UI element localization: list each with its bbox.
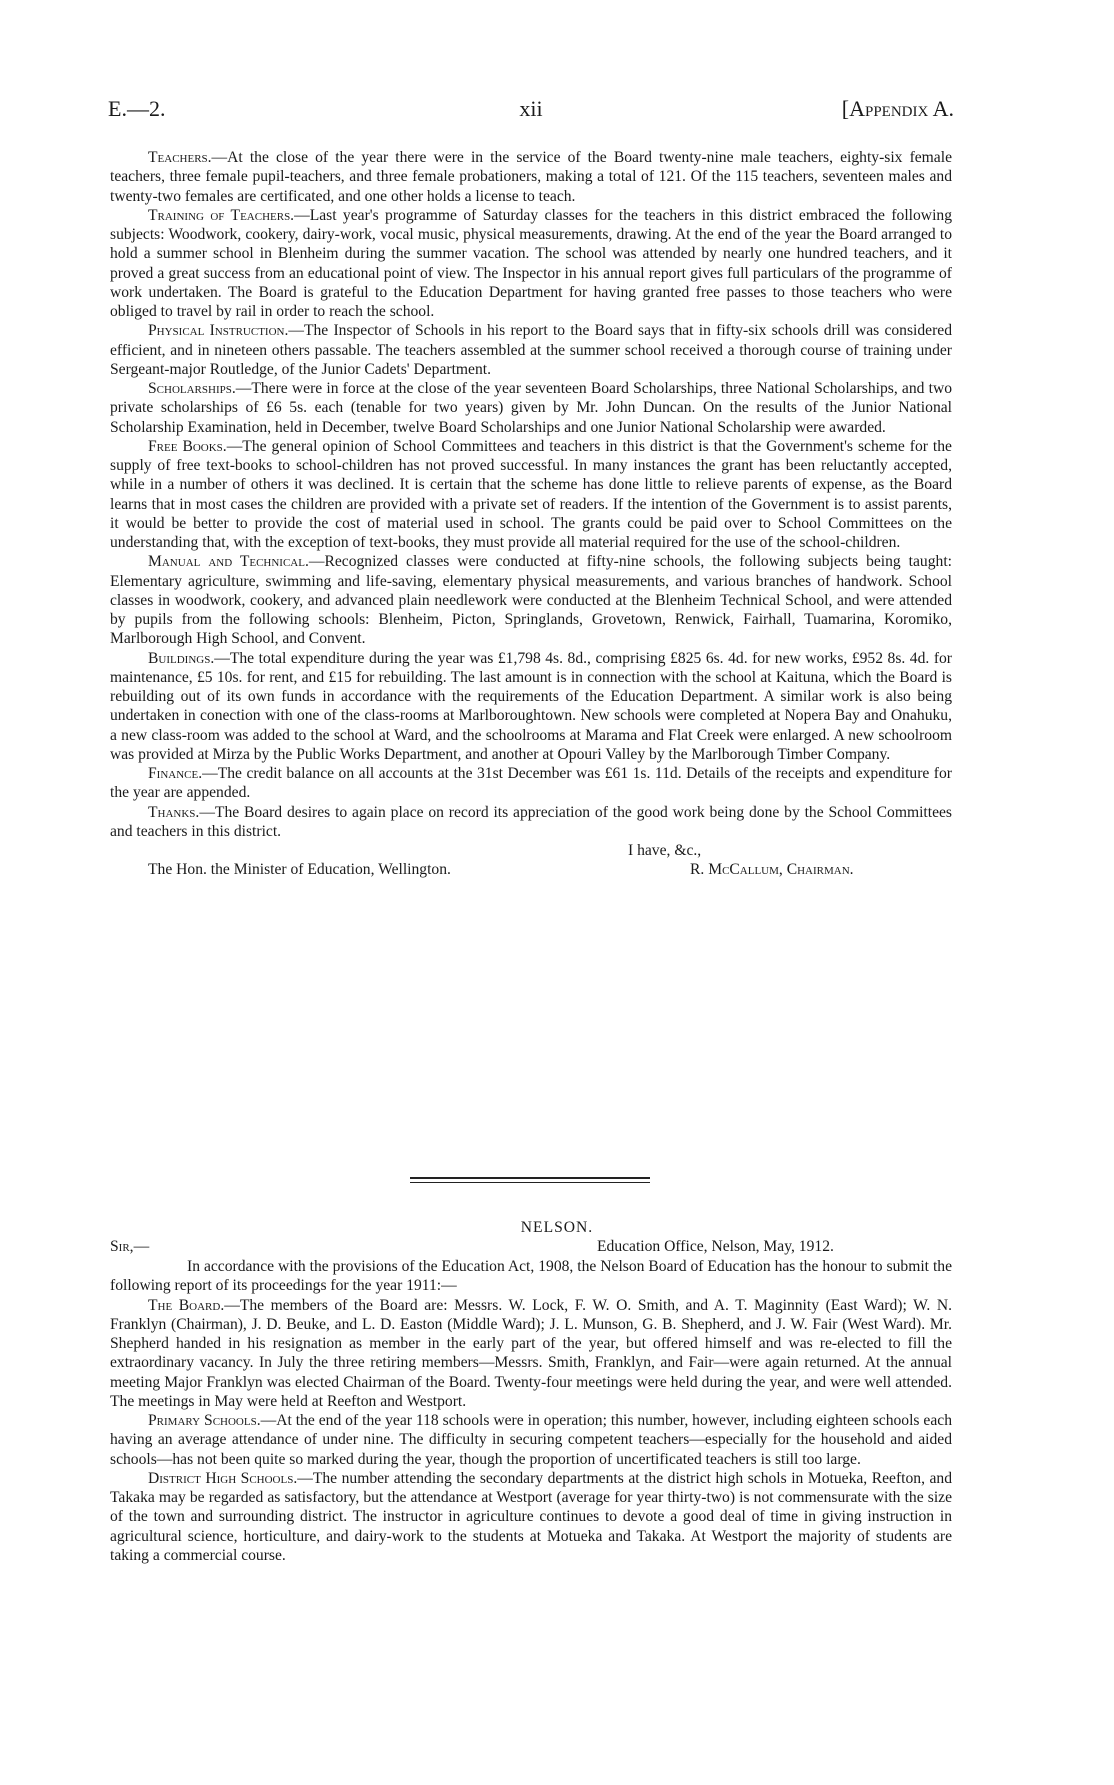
paragraph-free-books [110,437,952,553]
paragraph-text: —The Inspector of Schools in his report to the Board says that in fifty-six schools drill was considered efficient, and in nineteen others passable. The teachers assembled at the summer school received a thorough course of training under Sergeant-major Routledge, of the Junior Cadets' Department. [110,322,952,378]
intro-paragraph: In accordance with the provisions of the Education Act, 1908, the Nelson Board of Education has the honour to submit the following report of its proceedings for the year 1911:— [110,1258,952,1295]
paragraph-text: —Last year's programme of Saturday classes for the teachers in this district embraced the following subjects: Woodwork, cookery, dairy-work, vocal music, physical measurements, drawing. At the end of the year the Board arranged to hold a summer school in Blenheim during the summer vacation. The school was attended by nearly one hundred teachers, and it proved a great success from an educational point of view. The Inspector in his annual report gives full particulars of the programme of work undertaken. The Board is grateful to the Education Department for having granted free passes to those teachers who were obliged to travel by rail in order to reach the school. [110,206,952,320]
paragraph-heading: Buildings. [148,649,215,667]
paragraph-buildings [110,649,952,765]
paragraph-heading: Scholarships. [148,380,236,397]
paragraph-text: —The credit balance on all accounts at the 31st December was £61 1s. 11d. Details of the receipts and expenditure for the year are appended. [110,765,952,802]
paragraph-heading: Physical Instruction. [148,322,289,340]
paragraph-text: —The total expenditure during the year was £1,798 4s. 8d., comprising £825 6s. 4d. for new works, £952 8s. 4d. for maintenance, £5 10s. for rent, and £15 for rebuilding. The last amount is in connection with the school at Kaituna, which the Board is rebuilding out of its own funds in accordance with the requirements of the Education Department. A similar work is also being undertaken in conection with one of the class-rooms at Marlboroughtown. New schools were completed at Nopera Bay and Onahuku, a new class-room was added to the school at Ward, and the schoolrooms at Marama and Flat Creek were enlarged. A new schoolroom was provided at Mirza by the Public Works Department, and another at Opouri Valley by the Marlborough Timber Company. [110,649,952,763]
paragraph-text: —The general opinion of School Committees and teachers in this district is that the Government's scheme for the supply of free text-books to school-children has not proved successful. In many instances the grant has been reluctantly accepted, while in a number of others it was declined. It is certain that the scheme has done little to relieve parents of expense, as the Board learns that in most cases the children are provided with a private set of readers. If the intention of the Government is to assist parents, it would be better to provide the cost of material used in school. The grants could be paid over to School Committees on the understanding that, with the exception of text-books, they must provide all material required for the use of the school-children. [110,437,952,551]
paragraph-text: —At the end of the year 118 schools were in operation; this number, however, including eighteen schools each having an average attendance of under nine. The difficulty in securing competent teachers—especially for the household and aided schools—has not been quite so marked during the year, though the proportion of uncertificated teachers is still too large. [110,1412,952,1468]
addressee: The Hon. the Minister of Education, Wellington. [148,861,451,879]
closing-line: I have, &c., [628,842,702,859]
header-appendix: [Appendix A. [841,96,954,121]
paragraph-heading: Free Books. [148,437,227,455]
paragraph-heading: Training of Teachers. [148,206,295,224]
paragraph-primary-schools [110,1411,952,1469]
paragraph-text: —There were in force at the close of the year seventeen Board Scholarships, three National Scholarships, and two private scholarships of £6 5s. each (tenable for two years) given by Mr. John Duncan. On the results of the Junior National Scholarship Examination, held in December, twelve Board Scholarships and one Junior National Scholarship were awarded. [110,380,952,436]
paragraph-heading: The Board. [148,1296,225,1314]
paragraph-text: —Recognized classes were conducted at fifty-nine schools, the following subjects being taught: Elementary agriculture, swimming and life-saving, elementary physical measurements, and various branches of handwork. School classes in woodwork, cookery, and advanced plain needlework were conducted at the Blenheim Technical School, and were attended by pupils from the following schools: Blenheim, Picton, Springlands, Grovetown, Renwick, Fairhall, Tuamarina, Koromiko, Marlborough High School, and Convent. [110,553,952,648]
paragraph-scholarships [110,379,952,437]
paragraph-heading: Manual and Technical. [148,553,309,571]
paragraph-teachers [110,148,952,206]
section-divider [410,1177,650,1183]
page-number: xii [519,96,543,121]
paragraph-finance [110,764,952,803]
signatory: R. McCallum, Chairman. [690,861,854,879]
paragraph-the-board [110,1296,952,1412]
paragraph-text: —The Board desires to again place on record its appreciation of the good work being done by the School Committees and teachers in this district. [110,803,952,840]
paragraph-heading: Thanks. [148,803,200,821]
paragraph-manual-and-technical [110,552,952,648]
nelson-report [110,1257,952,1565]
paragraph-heading: Finance. [148,765,203,782]
section-title-nelson: NELSON. [520,1219,594,1236]
paragraph-text: —At the close of the year there were in the service of the Board twenty-nine male teachers, eighty-six female teachers, three female pupil-teachers, and three female probationers, making a total of 121. Of the 115 teachers, seventeen males and twenty-two females are certificated, and one other holds a license to teach. [110,149,952,205]
paragraph-district-high-schools [110,1469,952,1565]
salutation: Sir,— [110,1238,150,1255]
header-reference: E.—2. [108,96,166,121]
paragraph-heading: Primary Schools. [148,1412,261,1429]
page-header [108,96,954,126]
paragraph-heading: Teachers. [148,149,212,166]
paragraph-text: —The number attending the secondary departments at the district high schols in Motueka, Reefton, and Takaka may be regarded as satisfactory, but the attendance at Westport (average for year thirty-two) is not commensurate with the size of the town and surrounding district. The instructor in agriculture continues to devote a good deal of time in giving instruction in agricultural science, horticulture, and dairy-work to the students at Motueka and Takaka. At Westport the majority of students are taking a commercial course. [110,1469,952,1564]
paragraph-text: —The members of the Board are: Messrs. W. Lock, F. W. O. Smith, and A. T. Maginnity (East Ward); W. N. Franklyn (Chairman), J. D. Beuke, and L. D. Easton (Middle Ward); J. L. Munson, G. B. Shepherd, and J. W. Fair (West Ward). Mr. Shepherd handed in his resignation as member in the early part of the year, but offered himself and was re-elected to fill the extraordinary vacancy. In July the three retiring members—Messrs. Smith, Franklyn, and Fair—were again returned. At the annual meeting Major Franklyn was elected Chairman of the Board. Twenty-four meetings were held during the year, and were well attended. The meetings in May were held at Reefton and Westport. [110,1296,953,1410]
paragraph-training-of-teachers [110,206,952,322]
salutation-line [110,1237,952,1256]
marlborough-report [110,148,952,880]
office-dateline: Education Office, Nelson, May, 1912. [597,1238,834,1255]
paragraph-heading: District High Schools. [148,1469,298,1487]
signature-line [110,860,952,879]
paragraph-physical-instruction [110,321,952,379]
paragraph-thanks [110,803,952,842]
